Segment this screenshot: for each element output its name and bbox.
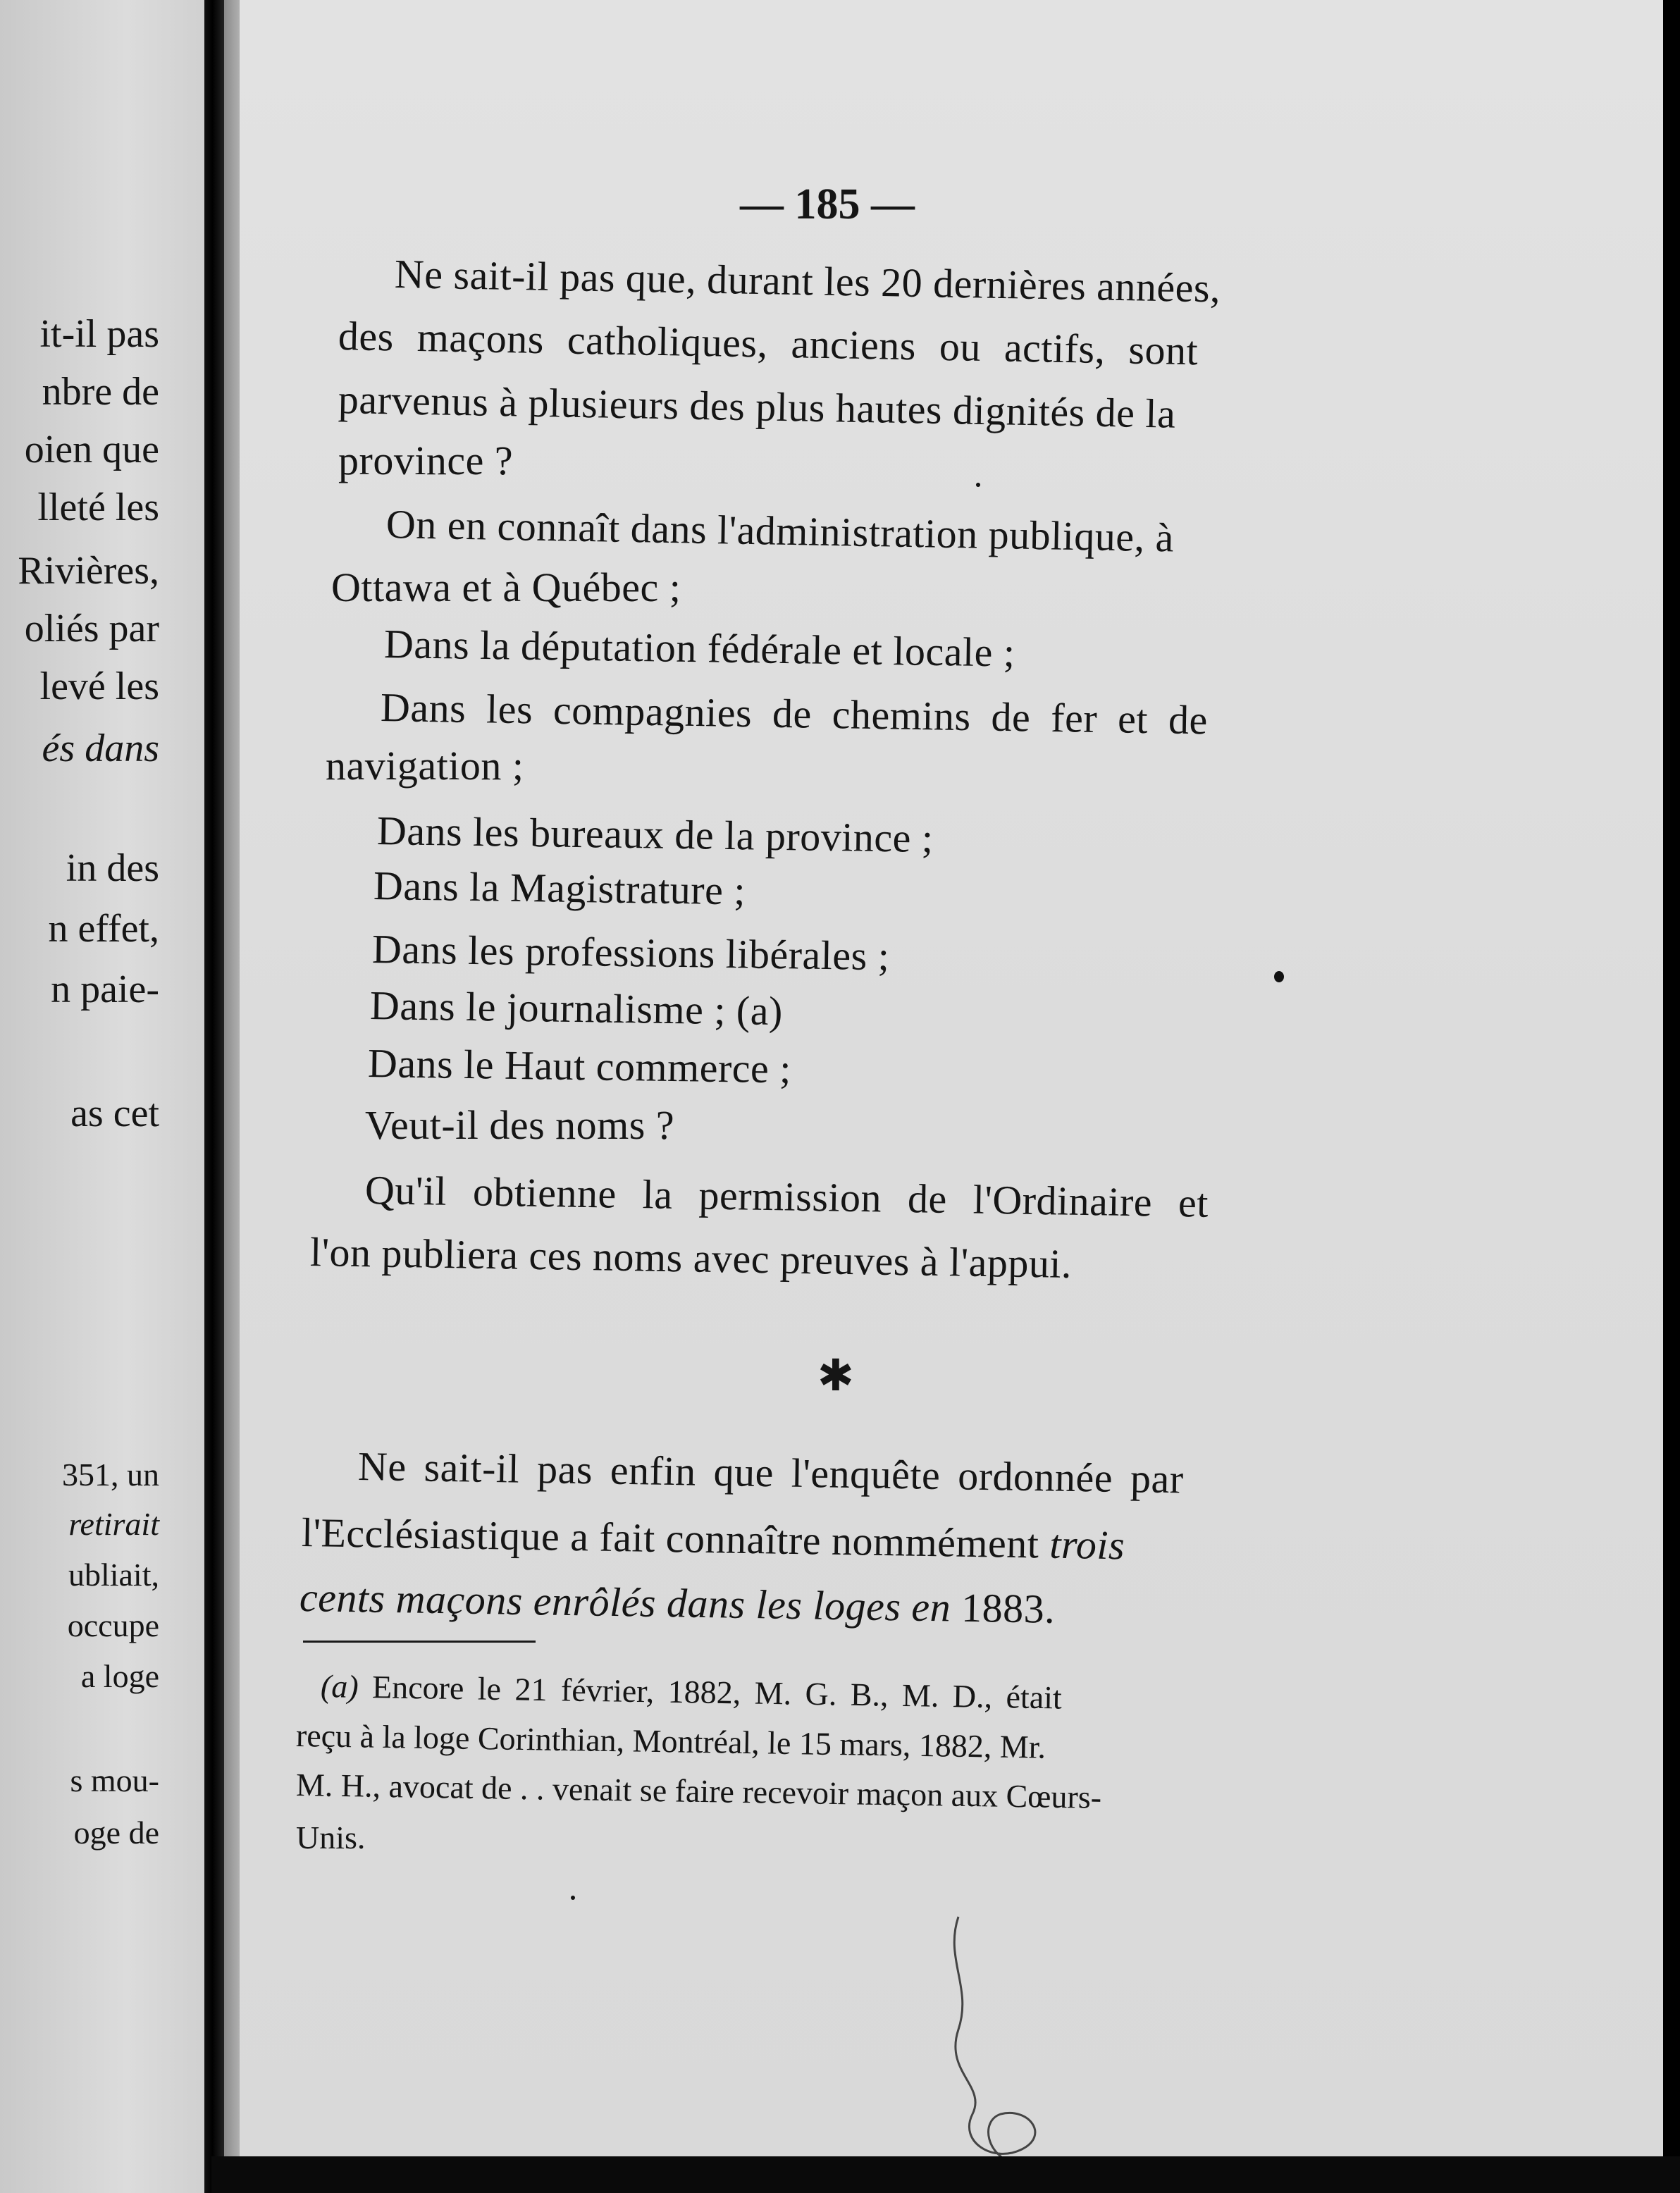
paragraph-4-text: 1883. (950, 1584, 1056, 1632)
ink-speck (1274, 971, 1284, 982)
list-item: Dans les compagnies de chemins de fer et de (380, 684, 1209, 743)
left-page-line: retirait (68, 1506, 159, 1542)
bottom-border (211, 2156, 1680, 2193)
paragraph-2-line: On en connaît dans l'administration publique, à (385, 501, 1175, 561)
list-item: Dans la députation fédérale et locale ; (383, 621, 1015, 676)
paragraph-2-line: Ottawa et à Québec ; (331, 564, 681, 610)
pencil-scribble (930, 1903, 1071, 2170)
paragraph-3-line: Qu'il obtienne la permission de l'Ordinaire et (364, 1167, 1209, 1226)
footnote-line: M. H., avocat de . . venait se faire recevoir maçon aux Cœurs- (295, 1767, 1102, 1815)
left-page-line: occupe (67, 1607, 159, 1643)
left-page-line: nbre de (42, 370, 159, 414)
left-page-line: n effet, (48, 907, 159, 951)
left-page-line: n paie- (51, 968, 159, 1011)
paragraph-4-italic: cents maçons enrôlés dans les loges en (299, 1574, 951, 1631)
right-border (1663, 0, 1680, 2193)
left-page-line: és dans (42, 727, 159, 770)
paragraph-3-line: l'on publiera ces noms avec preuves à l'appui. (309, 1229, 1073, 1287)
paragraph-1-line: Ne sait-il pas que, durant les 20 dernières années, (394, 251, 1221, 311)
paragraph-4-italic: trois (1049, 1521, 1125, 1569)
left-page-line: oge de (73, 1815, 159, 1851)
list-item: Dans le journalisme ; (a) (369, 982, 784, 1034)
ink-speck (571, 1896, 575, 1900)
list-item: Dans la Magistrature ; (373, 863, 746, 914)
list-item: navigation ; (326, 743, 524, 789)
paragraph-1-line: parvenus à plusieurs des plus hautes dignités de la (338, 376, 1176, 437)
left-page-line: s mou- (70, 1762, 159, 1798)
paragraph-4-line: Ne sait-il pas enfin que l'enquête ordonnée par (357, 1443, 1185, 1502)
section-separator: ✱ (817, 1349, 854, 1401)
list-item: Dans le Haut commerce ; (367, 1040, 792, 1092)
left-page-line: as cet (70, 1092, 159, 1135)
footnote-line: reçu à la loge Corinthian, Montréal, le 15 mars, 1882, Mr. (295, 1717, 1046, 1765)
left-page-fragment (0, 0, 211, 2193)
paragraph-1-line: province ? (338, 438, 514, 483)
left-page-line: a loge (80, 1658, 159, 1694)
footnote-line: Unis. (296, 1820, 366, 1855)
left-page-line: in des (66, 846, 159, 890)
left-page-line: it-il pas (39, 312, 159, 356)
list-item: Dans les bureaux de la province ; (376, 808, 934, 862)
footnote-text: Encore le 21 février, 1882, M. G. B., M. D., était (358, 1668, 1063, 1716)
left-page-line: 351, un (62, 1457, 159, 1493)
ink-speck (976, 483, 980, 487)
footnote-rule (303, 1641, 536, 1643)
left-page-line: lleté les (37, 486, 159, 529)
list-item: Dans les professions libérales ; (371, 926, 890, 980)
left-page-line: levé les (39, 665, 159, 708)
list-item: Veut-il des noms ? (365, 1102, 675, 1148)
book-gutter (204, 0, 224, 2193)
left-page-line: oien que (24, 428, 159, 471)
paragraph-4-text: l'Ecclésiastique a fait connaître nommément (301, 1509, 1050, 1567)
left-page-line: Rivières, (18, 549, 159, 593)
page-number: — 185 — (740, 180, 915, 228)
footnote-marker: (a) (320, 1668, 359, 1705)
left-page-line: oliés par (24, 607, 159, 650)
left-page-line: ubliait, (68, 1557, 159, 1593)
paragraph-1-line: des maçons catholiques, anciens ou actifs, sont (338, 313, 1199, 374)
